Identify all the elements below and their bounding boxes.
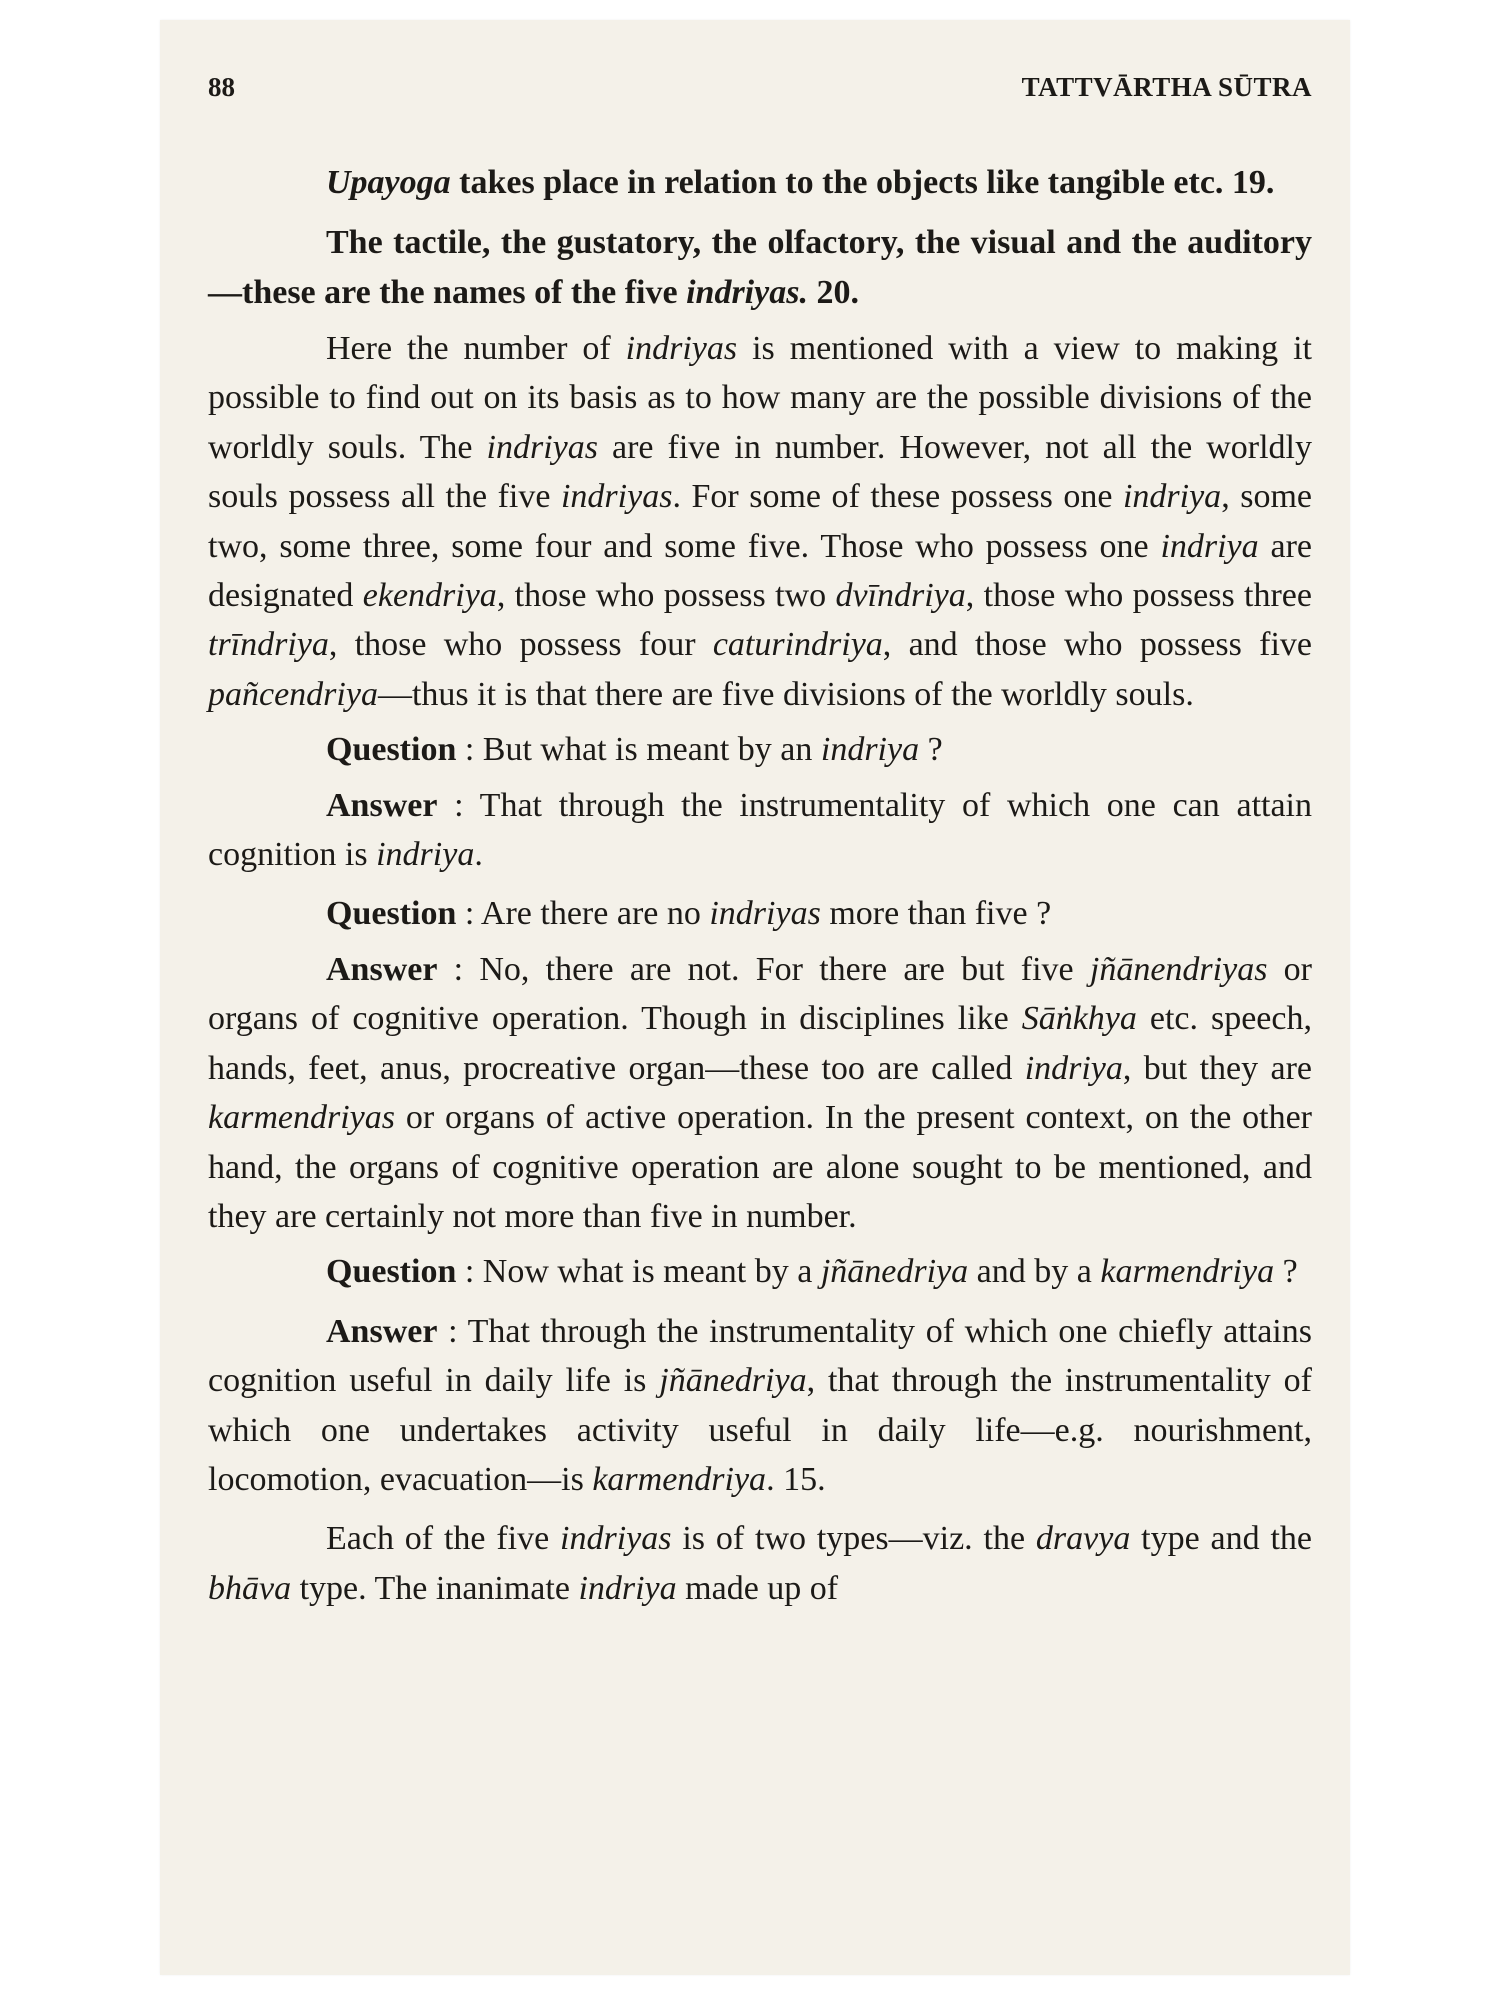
answer-label: Answer (326, 950, 438, 988)
question-paragraph: Question : Are there are no indriyas more than five ? (326, 895, 1052, 933)
sutra-20: The tactile, the gustatory, the olfactory, the visual and the auditory—these are the names of the five indriyas. 20. (208, 224, 1312, 311)
commentary-paragraph: Here the number of indriyas is mentioned with a view to making it possible to find out on its basis as to how many are the possible divisions of the worldly souls. The indriyas are five in number. However, not all the worldly souls possess all the five indriyas. For some of these possess one indriya, some two, some three, some four and some five. Those who possess one indriya are designated ekendriya, those who possess two dvīndriya, those who possess three trīndriya, those who possess four caturindriya, and those who possess five pañcendriya—thus it is that there are five divisions of the worldly souls. (208, 330, 1313, 713)
answer-label: Answer (326, 786, 438, 824)
commentary-paragraph: Each of the five indriyas is of two types—viz. the dravya type and the bhāva type. The inanimate indriya made up of (208, 1520, 1313, 1607)
running-title: TATTVĀRTHA SŪTRA (1021, 72, 1312, 102)
answer-label: Answer (326, 1312, 438, 1350)
page-header (208, 72, 1312, 108)
question-label: Question (326, 731, 457, 769)
answer-paragraph: Answer : No, there are not. For there are but five jñānendriyas or organs of cognitive operation. Though in disciplines like Sāṅkhya etc. speech, hands, feet, anus, procreative organ—these too are called indriya, but they are karmendriyas or organs of active operation. In the present context, on the other hand, the organs of cognitive operation are alone sought to be mentioned, and they are certainly not more than five in number. (208, 950, 1312, 1235)
page-body (208, 158, 1312, 1613)
answer-paragraph: Answer : That through the instrumentality of which one can attain cognition is indriya. (208, 786, 1312, 874)
question-label: Question (326, 895, 457, 933)
page-number: 88 (208, 72, 235, 102)
question-paragraph: Question : But what is meant by an indriya ? (326, 731, 943, 769)
answer-paragraph: Answer : That through the instrumentality of which one chiefly attains cognition useful in daily life is jñānedriya, that through the instrumentality of which one undertakes activity useful in daily life—e.g. nourishment, locomotion, evacuation—is karmendriya. 15. (208, 1312, 1312, 1498)
sutra-19: Upayoga takes place in relation to the objects like tangible etc. 19. (326, 164, 1275, 201)
question-label: Question (326, 1253, 457, 1291)
book-page (160, 20, 1350, 1975)
question-paragraph: Question : Now what is meant by a jñānedriya and by a karmendriya ? (326, 1253, 1298, 1291)
